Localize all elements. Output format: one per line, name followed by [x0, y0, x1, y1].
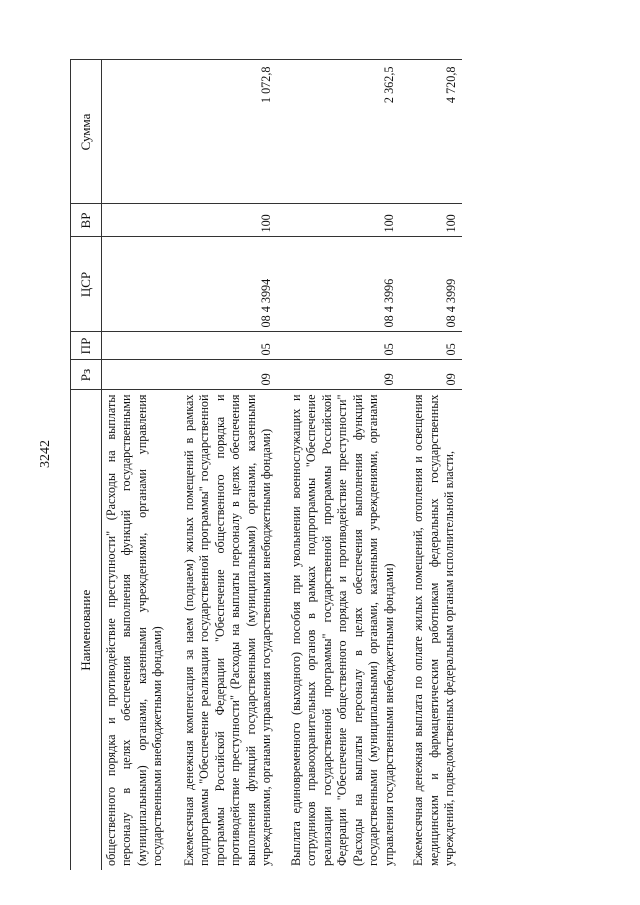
header-csr: ЦСР [71, 237, 102, 332]
table-body [102, 60, 462, 870]
header-pr: ПР [71, 332, 102, 360]
row-vr: 100 [401, 204, 461, 237]
table-row [401, 60, 461, 870]
table-row [279, 60, 401, 870]
row-vr: 100 [172, 204, 279, 237]
row-sum: 4 720,8 [401, 60, 461, 204]
header-row [71, 60, 102, 870]
row-sum: 1 072,8 [172, 60, 279, 204]
header-name: Наименование [71, 390, 102, 870]
row-csr: 08 4 3994 [172, 237, 279, 332]
row-vr: 100 [279, 204, 401, 237]
row-name: Выплата единовременного (выходного) пособия при увольнении военнослужащих и сотрудников правоохранительных органов в рамках подпрограммы "Обеспечение реализации государственной программы" государственной программы Российской Федерации "Обеспечение общественного порядка и противодействие преступности" (Расходы на выплаты персоналу в целях обеспечения выполнения функций государственными (муниципальными) органами, казенными учреждениями, органами управления государственными внебюджетными фондами) [279, 390, 401, 870]
row-pr: 05 [401, 332, 461, 360]
header-rz: Рз [71, 360, 102, 390]
row-name: Ежемесячная денежная компенсация за наем (поднаем) жилых помещений в рамках подпрограммы "Обеспечение реализации государственной программы" государственной программы Российской Федерации "Обеспечение общественного порядка и противодействие преступности" (Расходы на выплаты персоналу в целях обеспечения выполнения функций государственными (муниципальными) органами, казенными учреждениями, органами управления государственными внебюджетными фондами) [172, 390, 279, 870]
row-vr [102, 204, 172, 237]
page-number: 3242 [38, 440, 53, 468]
table-header [71, 60, 102, 870]
row-sum: 2 362,5 [279, 60, 401, 204]
row-csr: 08 4 3999 [401, 237, 461, 332]
table-row [172, 60, 279, 870]
row-rz: 09 [401, 360, 461, 390]
row-pr: 05 [172, 332, 279, 360]
budget-table [70, 60, 462, 871]
row-rz: 09 [172, 360, 279, 390]
header-vr: ВР [71, 204, 102, 237]
table-row [102, 60, 172, 870]
row-rz [102, 360, 172, 390]
row-name: Ежемесячная денежная выплата по оплате жилых помещений, отопления и освещения медицинским и фармацевтическим работникам федеральных государственных учреждений, подведомственных федеральным органам исполнительной власти, [401, 390, 461, 870]
row-sum [102, 60, 172, 204]
row-name: общественного порядка и противодействие преступности" (Расходы на выплаты персоналу в целях обеспечения выполнения функций государственными (муниципальными) органами, казенными учреждениями, органами управления государственными внебюджетными фондами) [102, 390, 172, 870]
row-csr: 08 4 3996 [279, 237, 401, 332]
header-sum: Сумма [71, 60, 102, 204]
budget-table-container [70, 60, 605, 870]
row-pr: 05 [279, 332, 401, 360]
row-pr [102, 332, 172, 360]
row-rz: 09 [279, 360, 401, 390]
row-csr [102, 237, 172, 332]
